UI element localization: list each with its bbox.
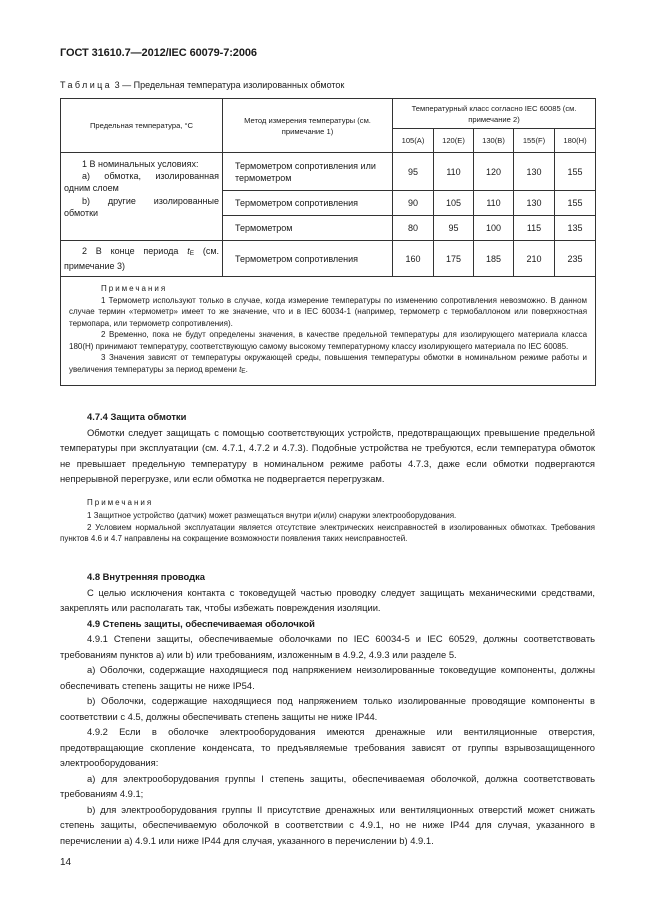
paragraph: С целью исключения контакта с токоведущей частью проводку следует защищать механическими средствами, закреплять или располагать так, чтобы избежать повреждения изоляции.	[60, 586, 595, 613]
row3-value: 115	[514, 216, 555, 241]
temperature-limit-table	[60, 98, 596, 386]
page-number: 14	[60, 857, 72, 868]
paragraph: а) для электрооборудования группы I степень защиты, обеспечиваемая оболочкой, должна соответствовать требованиям 4.9.1;	[60, 772, 595, 799]
section-4-8-4-9	[60, 569, 595, 848]
row2-value: 130	[514, 191, 555, 216]
group2-method: Термометром сопротивления	[223, 241, 393, 277]
table-note-1: 1 Термометр используют только в случае, когда измерение температуры по изменению сопротивления невозможно. В данном случае термин «термометр» имеет то же значение, что и в IEC 60034-1 (например, термометр с термобаллоном или поверхностная термопара, или термометр сопротивления).	[69, 295, 588, 328]
table-note-3-var: t	[239, 364, 242, 374]
table-caption-text: 3 — Предельная температура изолированных обмоток	[112, 80, 345, 90]
row1-value: 155	[555, 153, 596, 191]
table-note-3-sub: E	[241, 367, 246, 375]
class-120E: 120(Е)	[434, 129, 474, 153]
table-notes	[61, 277, 596, 386]
header-measurement-method: Метод измерения температуры (см. примечание 1)	[223, 99, 393, 153]
note-1: 1 Защитное устройство (датчик) может размещаться внутри и(или) снаружи электрооборудования.	[87, 511, 457, 520]
row2-value: 155	[555, 191, 596, 216]
row1-value: 120	[474, 153, 514, 191]
group2-value: 235	[555, 241, 596, 277]
row3-value: 135	[555, 216, 596, 241]
paragraph: а) Оболочки, содержащие находящиеся под напряжением неизолированные токоведущие компоненты, должны обеспечивать степень защиты не ниже IP54.	[60, 664, 595, 691]
class-130B: 130(В)	[474, 129, 514, 153]
table-note-3	[69, 352, 587, 377]
table-caption-word: Таблица	[60, 80, 113, 90]
paragraph: 4.9.2 Если в оболочке электрооборудования имеются дренажные или вентиляционные отверстия, предотвращающие скопление конденсата, то предъявляемые требования зависят от группы взрывозащищенного электрооборудования:	[60, 726, 595, 768]
group2-label-var: t	[187, 246, 190, 256]
section-heading: 4.8 Внутренняя проводка	[87, 571, 206, 582]
row2-method: Термометром сопротивления	[223, 191, 393, 216]
group2-value: 175	[434, 241, 474, 277]
row3-value: 80	[393, 216, 434, 241]
row3-value: 95	[434, 216, 474, 241]
group2-label-text: 2 В конце периода	[82, 246, 188, 256]
group1-label	[61, 153, 223, 241]
paragraph: 4.9.1 Степени защиты, обеспечиваемые оболочками по IEC 60034-5 и IEC 60529, должны соответствовать требованиям пунктов а) или b) или требованиям, изложенным в 4.9.2, 4.9.3 или разделе 5.	[60, 633, 595, 660]
paragraph: b) Оболочки, содержащие находящиеся под напряжением только изолированные проводящие компоненты в соответствии с 4.5, должны обеспечивать степень защиты не ниже IP44.	[60, 695, 595, 722]
table-note-3-end: .	[245, 364, 248, 374]
group1-single-layer: а) обмотка, изолированная одним слоем	[64, 171, 219, 193]
table-note-2: 2 Временно, пока не будут определены значения, в качестве предельной температуры для изолирующего материала класса 180(Н) принимают температуру, соответствующую самому высокому температурному классу изолирующего материала по IEC 60085.	[69, 330, 588, 351]
row1-value: 130	[514, 153, 555, 191]
group1-title: 1 В номинальных условиях:	[82, 159, 199, 169]
note-2: 2 Условием нормальной эксплуатации является отсутствие электрических неисправностей в изолированных обмотках. Требования пунктов 4.6 и 4.7 направлены на сокращение возможности появления таких неисправностей.	[60, 522, 595, 543]
group2-label-sub: E	[189, 250, 195, 257]
paragraph: b) для электрооборудования группы II присутствие дренажных или вентиляционных отверстий может снижать степень защиты, обеспечиваемую оболочкой в соответствии с 4.9.1, но не ниже IP44 для случая, указанного в перечислении а) 4.9.1 или ниже IP44 для случая, указанного в перечислении b) 4.9.1.	[60, 803, 595, 846]
row1-method: Термометром сопротивления или термометром	[223, 153, 393, 191]
table-notes-title: Примечания	[101, 284, 168, 293]
group2-value: 160	[393, 241, 434, 277]
header-temperature-class: Температурный класс согласно IEC 60085 (см. примечание 2)	[393, 99, 596, 129]
group1-other-windings: b) другие изолированные обмотки	[64, 196, 219, 218]
row2-value: 110	[474, 191, 514, 216]
row1-value: 110	[434, 153, 474, 191]
group2-value: 210	[514, 241, 555, 277]
row3-value: 100	[474, 216, 514, 241]
paragraph: Обмотки следует защищать с помощью соответствующих устройств, предотвращающих превышение предельной температуры при эксплуатации (см. 4.7.1, 4.7.2 и 4.7.3). Подобные устройства не требуются, если температура обмоток не превышает предельную температуру в номинальном режиме работы 4.7.3, даже если обмотки подвергаются непрерывной перегрузке, или если обмотка не подвергается перегрузкам.	[60, 426, 595, 484]
row2-value: 90	[393, 191, 434, 216]
header-limit-temperature: Предельная температура, °С	[61, 99, 223, 153]
class-105A: 105(А)	[393, 129, 434, 153]
table-note-3-text: 3 Значения зависят от температуры окружающей среды, повышения температуры обмотки в номинальном режиме работы и увеличения температуры за период времени	[69, 353, 588, 374]
class-180H: 180(Н)	[555, 129, 596, 153]
group2-value: 185	[474, 241, 514, 277]
notes-title: Примечания	[87, 497, 154, 507]
class-155F: 155(F)	[514, 129, 555, 153]
table-caption	[60, 80, 344, 90]
row3-method: Термометром	[223, 216, 393, 241]
section-heading: 4.7.4 Защита обмотки	[87, 411, 187, 422]
document-header: ГОСТ 31610.7—2012/IEC 60079-7:2006	[60, 47, 257, 59]
section-heading: 4.9 Степень защиты, обеспечиваемая оболочкой	[87, 617, 315, 629]
row2-value: 105	[434, 191, 474, 216]
row1-value: 95	[393, 153, 434, 191]
group2-label-end: (см. примечание 3)	[64, 246, 220, 271]
group2-label	[61, 241, 223, 277]
section-4-7-4	[60, 409, 595, 545]
